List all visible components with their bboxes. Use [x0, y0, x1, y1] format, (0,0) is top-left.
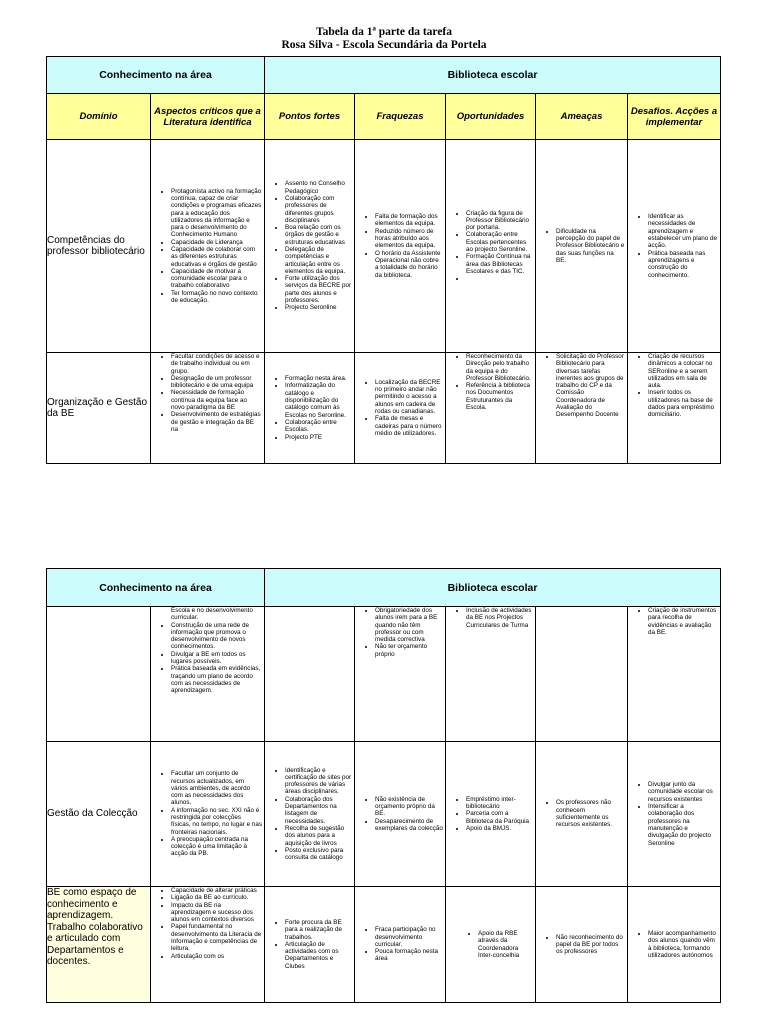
list-item: • Construção de uma rede de informação que promova o desenvolvimento de novos conhecimentos. — [171, 622, 262, 651]
list-item: • Fraca participação no desenvolvimento curricular. — [375, 926, 443, 948]
fraquezas-cell — [355, 887, 446, 1003]
list-item: • Formação nesta área. — [285, 375, 352, 382]
swot-table-1 — [46, 56, 721, 464]
list-item: • Criação da figura de Professor Bibliotecário por portaria. — [466, 210, 533, 232]
list-item: • Prática baseada nas aprendizagens e construção do conhecimento. — [648, 250, 718, 279]
list-item: • Colaboração com professores de diferentes grupos disciplinares — [285, 195, 352, 224]
list-item: Escola e no desenvolvimento curricular. — [171, 607, 253, 622]
title-line-2: Rosa Silva - Escola Secundária da Portela — [281, 39, 487, 51]
list-item: • Intensificar a colaboração dos professores na manutenção e divulgação do projecto Seronline — [648, 803, 718, 847]
list-item: • Criação de instrumentos para recolha de evidências e avaliação da BE. — [648, 607, 718, 636]
list-item: • Reconhecimento da Direcção pelo trabalho da equipa e do Professor Bibliotecário. — [466, 353, 533, 382]
pontos-fortes-cell — [265, 353, 355, 464]
list-item: • Designação de um professor bibliotecário e de uma equipa — [171, 375, 262, 390]
table-row — [47, 887, 721, 1003]
desafios-cell — [628, 607, 721, 742]
subheader-desafios: Desafios. Acções a implementar — [628, 94, 721, 140]
list-item: • Inserir todos os utilizadores na base de dados para empréstimo domiciliário. — [648, 389, 718, 418]
list-item: • Colaboração entre Escolas pertencentes ao projecto Seronline. — [466, 231, 533, 253]
aspectos-cell — [151, 607, 265, 742]
list-item: • A informação no sec. XXI não é restringida por colecções físicas, no tempo, no lugar e nas fronteiras nacionais. — [171, 807, 262, 836]
header-conhecimento: Conhecimento na área — [47, 57, 265, 94]
subheader-ameacas: Ameaças — [536, 94, 628, 140]
document-title — [0, 26, 768, 52]
list-item: • Maior acompanhamento dos alunos quando vêm à biblioteca, formando utilizadores autónomos — [648, 930, 718, 959]
domain-cell: Organização e Gestão da BE — [47, 353, 151, 464]
oportunidades-cell — [446, 140, 536, 353]
list-item: • Articulação com os — [171, 953, 262, 960]
domain-cell: Gestão da Colecção — [47, 742, 151, 887]
list-item: • Articulação de actividades com os Departamentos e Clubes — [285, 941, 352, 970]
list-item: • Dificuldade na percepção do papel de Professor Bibliotecário e das suas funções na BE. — [556, 228, 625, 264]
list-item: • Projecto Seronline — [285, 304, 352, 311]
table-row — [47, 607, 721, 742]
list-item: • Informatização do catálogo e disponibilização do catálogo comum às Escolas no Seronline. — [285, 382, 352, 418]
domain-cell: Competências do professor bibliotecário — [47, 140, 151, 353]
domain-cell: BE como espaço de conhecimento e aprendizagem. Trabalho colaborativo e articulado com Departamentos e docentes. — [47, 887, 151, 1003]
list-item: • Solicitação do Professor Bibliotecário para diversas tarefas inerentes aos grupos de trabalho do CP e da Comissão Coordenadora de Avaliação do Desempenho Docente — [556, 353, 625, 419]
list-item: • Divulgar a BE em todos os lugares possíveis. — [171, 651, 262, 666]
list-item: • Facultar condições de acesso e de trabalho individual ou em grupo. — [171, 353, 262, 375]
list-item: • Inclusão de actividades da BE nos Projectos Curriculares de Turma — [466, 607, 533, 629]
list-item: • Não existência de orçamento próprio da BE. — [375, 796, 443, 818]
list-item: • A preocupação centrada na colecção é uma limitação à acção da PB. — [171, 836, 262, 858]
pontos-fortes-cell — [265, 887, 355, 1003]
list-item: • Impacto da BE na aprendizagem e sucesso dos alunos em contextos diversos — [171, 902, 262, 924]
list-item: • Desaparecimento de exemplares da colecção — [375, 818, 443, 833]
list-item: • Não ter orçamento próprio — [375, 643, 443, 658]
list-item: • Não reconhecimento do papel da BE por todos os professores — [556, 934, 625, 956]
list-item: • Reduzido número de horas atribuído aos elementos da equipa. — [375, 228, 443, 250]
list-item: • Ter formação no novo contexto de educação. — [171, 290, 262, 305]
list-item: • Desenvolvimento de estratégias de gestão e integração da BE na — [171, 411, 262, 433]
list-item: • Delegação de competências e articulação entre os elementos da equipa. — [285, 246, 352, 275]
list-item: • Parceria com a Biblioteca da Paróquia — [466, 810, 533, 825]
list-item: • Identificar as necessidades de aprendizagem e estabelecer um plano de acção. — [648, 213, 718, 249]
desafios-cell — [628, 353, 721, 464]
list-item: • Apoio da RBE através da Coordenadora Inter-concelhia — [478, 930, 533, 959]
list-item: • Forte utilização dos serviços da BECRE por parte dos alunos e professores. — [285, 275, 352, 304]
fraquezas-cell — [355, 353, 446, 464]
list-item: • Apoio da BMJS. — [466, 825, 533, 832]
list-item: • Capacidade de Liderança — [171, 239, 262, 246]
list-item: • Ligação da BE ao currículo. — [171, 894, 262, 901]
aspectos-cell — [151, 353, 265, 464]
ameacas-cell — [536, 887, 628, 1003]
domain-cell — [47, 607, 151, 742]
list-item: • Identificação e certificação de sites por professores de várias áreas disciplinares. — [285, 767, 352, 796]
list-item: • Facultar um conjunto de recursos actualizados, em vários ambientes, de acordo com as necessidades dos alunos. — [171, 770, 262, 806]
header-conhecimento: Conhecimento na área — [47, 569, 265, 607]
list-item: • Posto exclusivo para consulta de catálogo — [285, 847, 352, 862]
list-item: • Falta de mesas e cadeiras para o número médio de utilizadores. — [375, 415, 443, 437]
fraquezas-cell — [355, 607, 446, 742]
fraquezas-cell — [355, 140, 446, 353]
table-row — [47, 140, 721, 353]
aspectos-cell — [151, 887, 265, 1003]
list-item: • Protagonista activo na formação contínua, capaz de criar condições e programas eficazes para a educação dos utilizadores da informação e para o desenvolvimento do Conhecimento Humano — [171, 188, 262, 239]
header-biblioteca: Biblioteca escolar — [265, 57, 721, 94]
list-item: • Recolha de sugestão dos alunos para a aquisição de livros — [285, 825, 352, 847]
list-item: • Localização da BECRE no primeiro andar não permitindo o acesso a alunos em cadeira de rodas ou canadianas. — [375, 379, 443, 415]
list-item — [466, 275, 533, 282]
pontos-fortes-cell — [265, 140, 355, 353]
list-item: • Falta de formação dos elementos da equipa. — [375, 213, 443, 228]
subheader-fraquezas: Fraquezas — [355, 94, 446, 140]
swot-table-2 — [46, 568, 721, 1003]
list-item: • Papel fundamental no desenvolvimento da Literacia de Informação e competências de leitura. — [171, 923, 262, 952]
oportunidades-cell — [446, 607, 536, 742]
desafios-cell — [628, 887, 721, 1003]
list-item: • Capacidade de alterar práticas — [171, 887, 262, 894]
oportunidades-cell — [446, 353, 536, 464]
ameacas-cell — [536, 353, 628, 464]
list-item: • Boa relação com os órgãos de gestão e estruturas educativas — [285, 224, 352, 246]
list-item: • Necessidade de formação contínua da equipa face ao novo paradigma da BE — [171, 389, 262, 411]
list-item: • Os professores não conhecem suficientemente os recursos existentes. — [556, 799, 625, 828]
list-item: • Empréstimo inter-bibliotecário — [466, 796, 533, 811]
list-item: • Obrigatoriedade dos alunos irem para a BE quando não têm professor ou com medida correctiva — [375, 607, 443, 643]
oportunidades-cell — [446, 742, 536, 887]
list-item: • Capacidade de colaborar com as diferentes estruturas educativas e órgãos de gestão — [171, 246, 262, 268]
list-item: • O horário da Assistente Operacional não cobre a totalidade do horário da biblioteca. — [375, 250, 443, 279]
list-item: • Criação de recursos dinâmicos a colocar no SERonline e a serem utilizados em sala de aula. — [648, 353, 718, 389]
table-row — [47, 742, 721, 887]
list-item: • Assento no Conselho Pedagógico — [285, 180, 352, 195]
list-item: • Divulgar junto da comunidade escolar os recursos existentes — [648, 781, 718, 803]
desafios-cell — [628, 140, 721, 353]
table-row — [47, 353, 721, 464]
pontos-fortes-cell — [265, 742, 355, 887]
ameacas-cell — [536, 607, 628, 742]
ameacas-cell — [536, 140, 628, 353]
oportunidades-cell — [446, 887, 536, 1003]
list-item: • Forte procura da BE para a realização de trabalhos. — [285, 919, 352, 941]
list-item: • Capacidade de motivar a comunidade escolar para o trabalho colaborativo — [171, 268, 262, 290]
aspectos-cell — [151, 742, 265, 887]
subheader-oportunidades: Oportunidades — [446, 94, 536, 140]
ameacas-cell — [536, 742, 628, 887]
subheader-pontos-fortes: Pontos fortes — [265, 94, 355, 140]
list-item: • Referência à biblioteca nos Documentos Estruturantes da Escola. — [466, 382, 533, 411]
list-item: • Formação Contínua na área das Bibliotecas Escolares e das TIC. — [466, 253, 533, 275]
list-item: • Colaboração entre Escolas. — [285, 419, 352, 434]
fraquezas-cell — [355, 742, 446, 887]
subheader-aspectos: Aspectos críticos que a Literatura identifica — [151, 94, 265, 140]
list-item: • Colaboração dos Departamentos na listagem de necessidades. — [285, 796, 352, 825]
aspectos-cell — [151, 140, 265, 353]
list-item: • Pouca formação nesta área — [375, 948, 443, 963]
title-line-1: Tabela da 1ª parte da tarefa — [315, 26, 453, 38]
desafios-cell — [628, 742, 721, 887]
list-item: • Prática baseada em evidências, traçando um plano de acordo com as necessidades de aprendizagem. — [171, 665, 262, 694]
pontos-fortes-cell — [265, 607, 355, 742]
subheader-dominio: Domínio — [47, 94, 151, 140]
list-item: • Projecto PTE — [285, 434, 352, 441]
header-biblioteca: Biblioteca escolar — [265, 569, 721, 607]
